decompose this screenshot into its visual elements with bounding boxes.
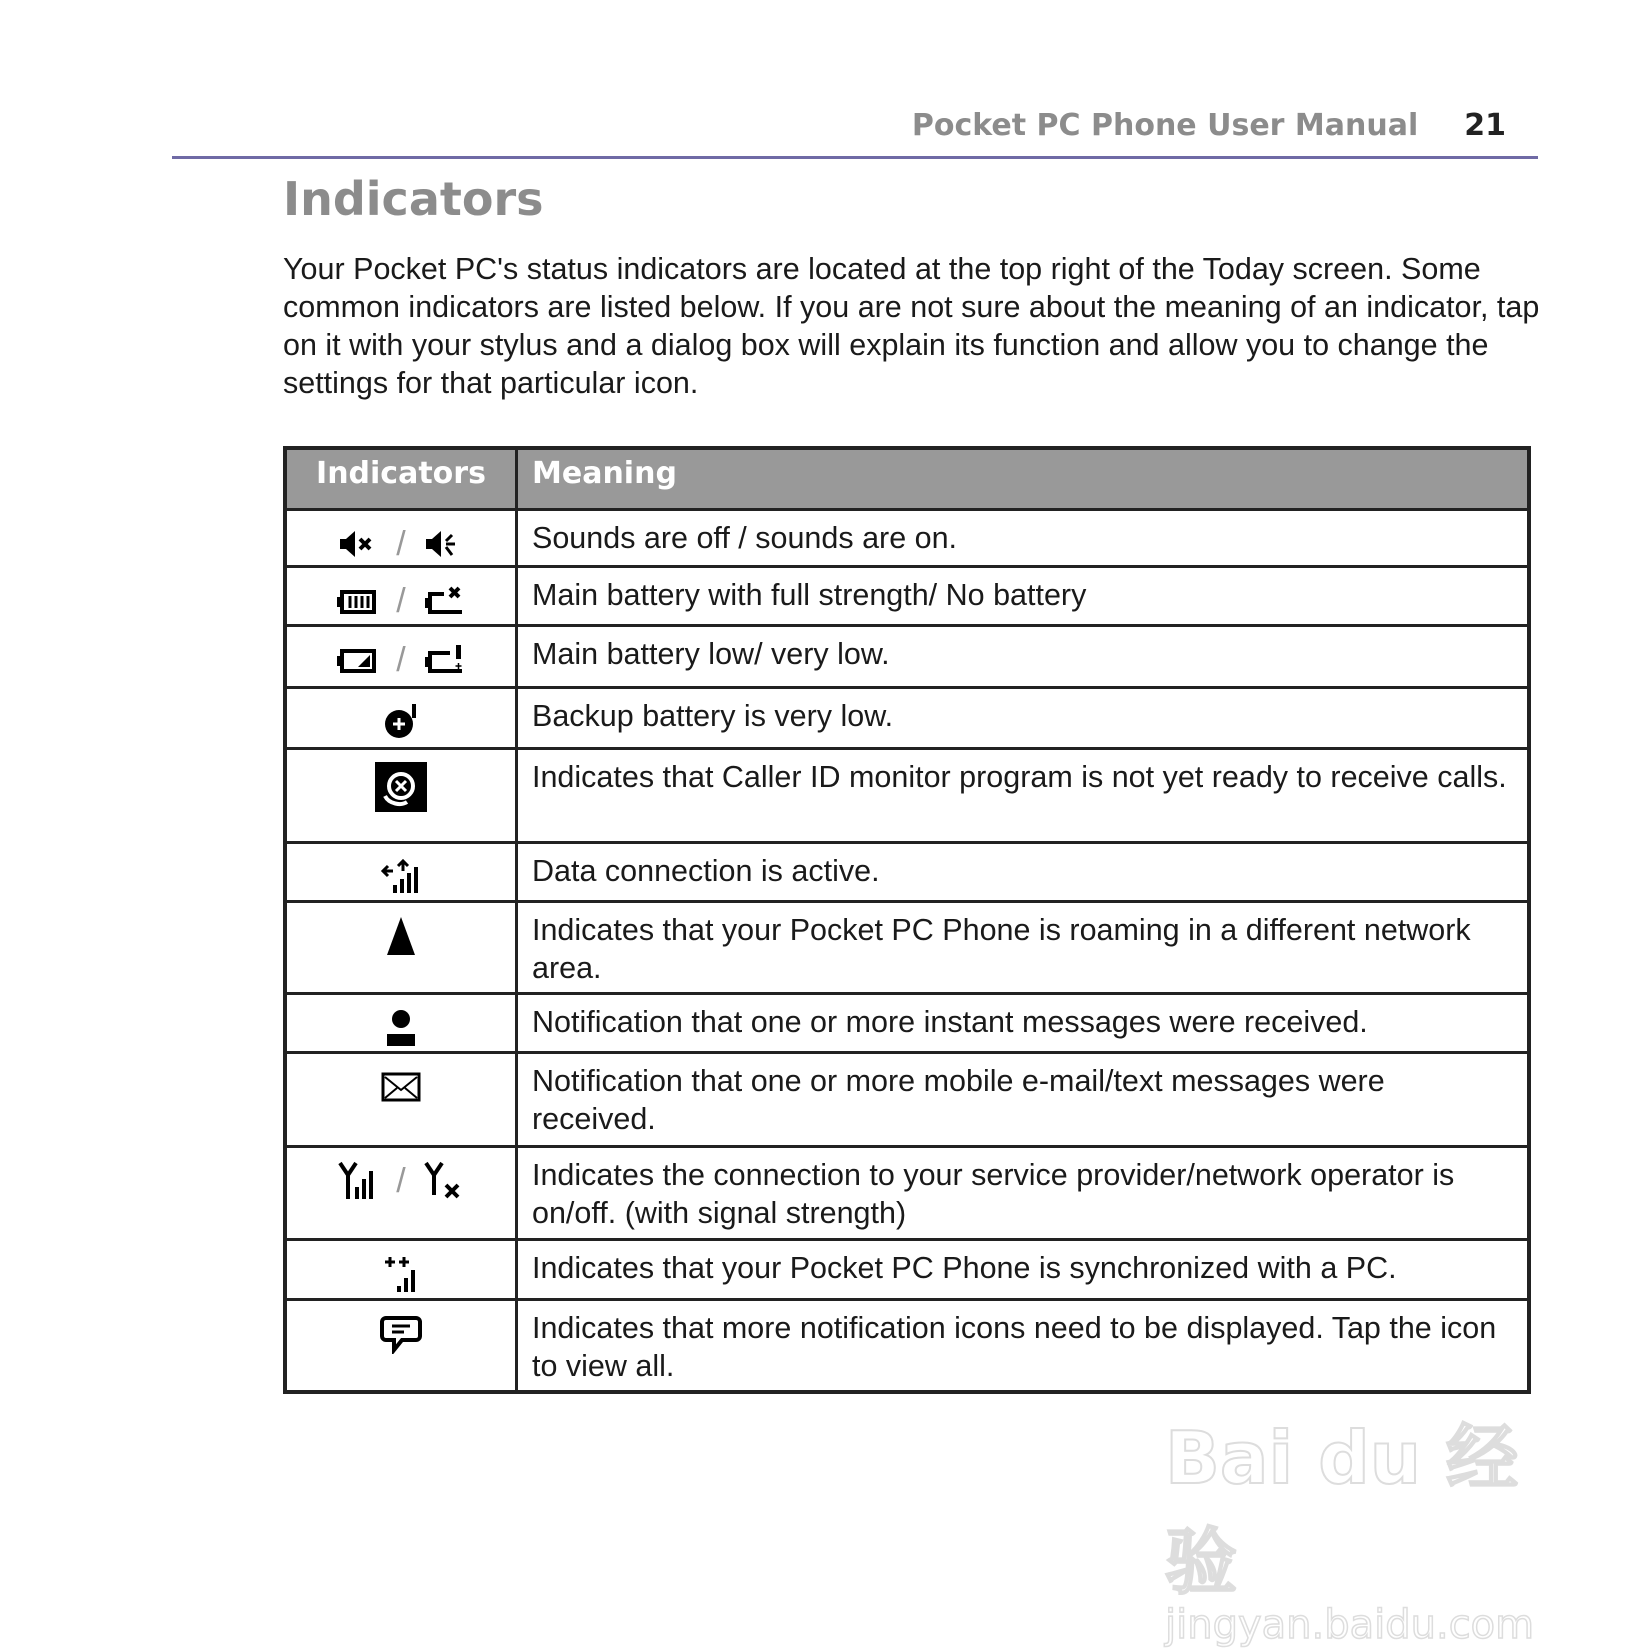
table-row	[285, 1300, 1529, 1392]
column-header-indicators: Indicators	[285, 448, 517, 510]
meaning-cell: Indicates that more notification icons need to be displayed. Tap the icon to view all.	[517, 1300, 1530, 1392]
backup-battery-low-icon	[381, 702, 421, 742]
table-row	[285, 749, 1529, 843]
meaning-cell: Indicates the connection to your service provider/network operator is on/off. (with signal strength)	[517, 1147, 1530, 1240]
battery-low-icon	[336, 645, 378, 675]
table-row	[285, 1053, 1529, 1147]
column-header-meaning: Meaning	[517, 448, 1530, 510]
table-row	[285, 902, 1529, 994]
table-row	[285, 688, 1529, 749]
section-title: Indicators	[283, 172, 544, 226]
indicators-table	[283, 446, 1531, 1394]
meaning-cell: Indicates that your Pocket PC Phone is roaming in a different network area.	[517, 902, 1530, 994]
meaning-cell: Main battery with full strength/ No battery	[517, 567, 1530, 626]
signal-off-icon	[424, 1161, 464, 1201]
roaming-icon	[383, 915, 419, 957]
table-row: / Main battery with full strength/ No battery	[285, 567, 1529, 626]
watermark-logo: Bai du 经验	[1165, 1416, 1519, 1604]
table-header-row	[285, 448, 1529, 510]
meaning-cell: Indicates that Caller ID monitor program is not yet ready to receive calls.	[517, 749, 1530, 843]
table-row	[285, 843, 1529, 902]
table-row	[285, 994, 1529, 1053]
caller-id-not-ready-icon	[375, 762, 427, 812]
meaning-cell: Indicates that your Pocket PC Phone is synchronized with a PC.	[517, 1240, 1530, 1300]
intro-paragraph: Your Pocket PC's status indicators are located at the top right of the Today screen. Some common indicators are listed below. If you are not sure about the meaning of an indicator, tap on it with your stylus and a dialog box will explain its function and allow you to change the settings for that particular icon.	[283, 252, 1540, 400]
header-rule	[172, 156, 1538, 159]
instant-message-icon	[383, 1008, 419, 1048]
battery-very-low-icon	[424, 645, 466, 675]
data-connection-icon	[381, 857, 421, 897]
watermark-url: jingyan.baidu.com	[1165, 1602, 1535, 1648]
page-number: 21	[1464, 108, 1506, 143]
table-row: / Sounds are off / sounds are on.	[285, 510, 1529, 567]
email-icon	[381, 1072, 421, 1102]
meaning-cell: Data connection is active.	[517, 843, 1530, 902]
table-row	[285, 1240, 1529, 1300]
baidu-watermark	[1165, 1400, 1555, 1648]
meaning-cell: Notification that one or more instant messages were received.	[517, 994, 1530, 1053]
no-battery-icon	[424, 586, 466, 616]
table-row: / Main battery low/ very low.	[285, 626, 1529, 688]
meaning-cell: Main battery low/ very low.	[517, 626, 1530, 688]
manual-title: Pocket PC Phone User Manual	[911, 108, 1419, 143]
sound-off-icon	[338, 529, 378, 559]
more-notifications-icon	[380, 1314, 422, 1354]
meaning-cell: Backup battery is very low.	[517, 688, 1530, 749]
signal-on-icon	[338, 1161, 378, 1201]
sync-icon	[383, 1254, 419, 1294]
running-header	[912, 108, 1506, 143]
table-row: / Indicates the connection to your service provider/network operator is on/off. (with signal strength)	[285, 1147, 1529, 1240]
battery-full-icon	[336, 586, 378, 616]
meaning-cell: Sounds are off / sounds are on.	[517, 510, 1530, 567]
sound-on-icon	[424, 529, 464, 559]
meaning-cell: Notification that one or more mobile e-mail/text messages were received.	[517, 1053, 1530, 1147]
